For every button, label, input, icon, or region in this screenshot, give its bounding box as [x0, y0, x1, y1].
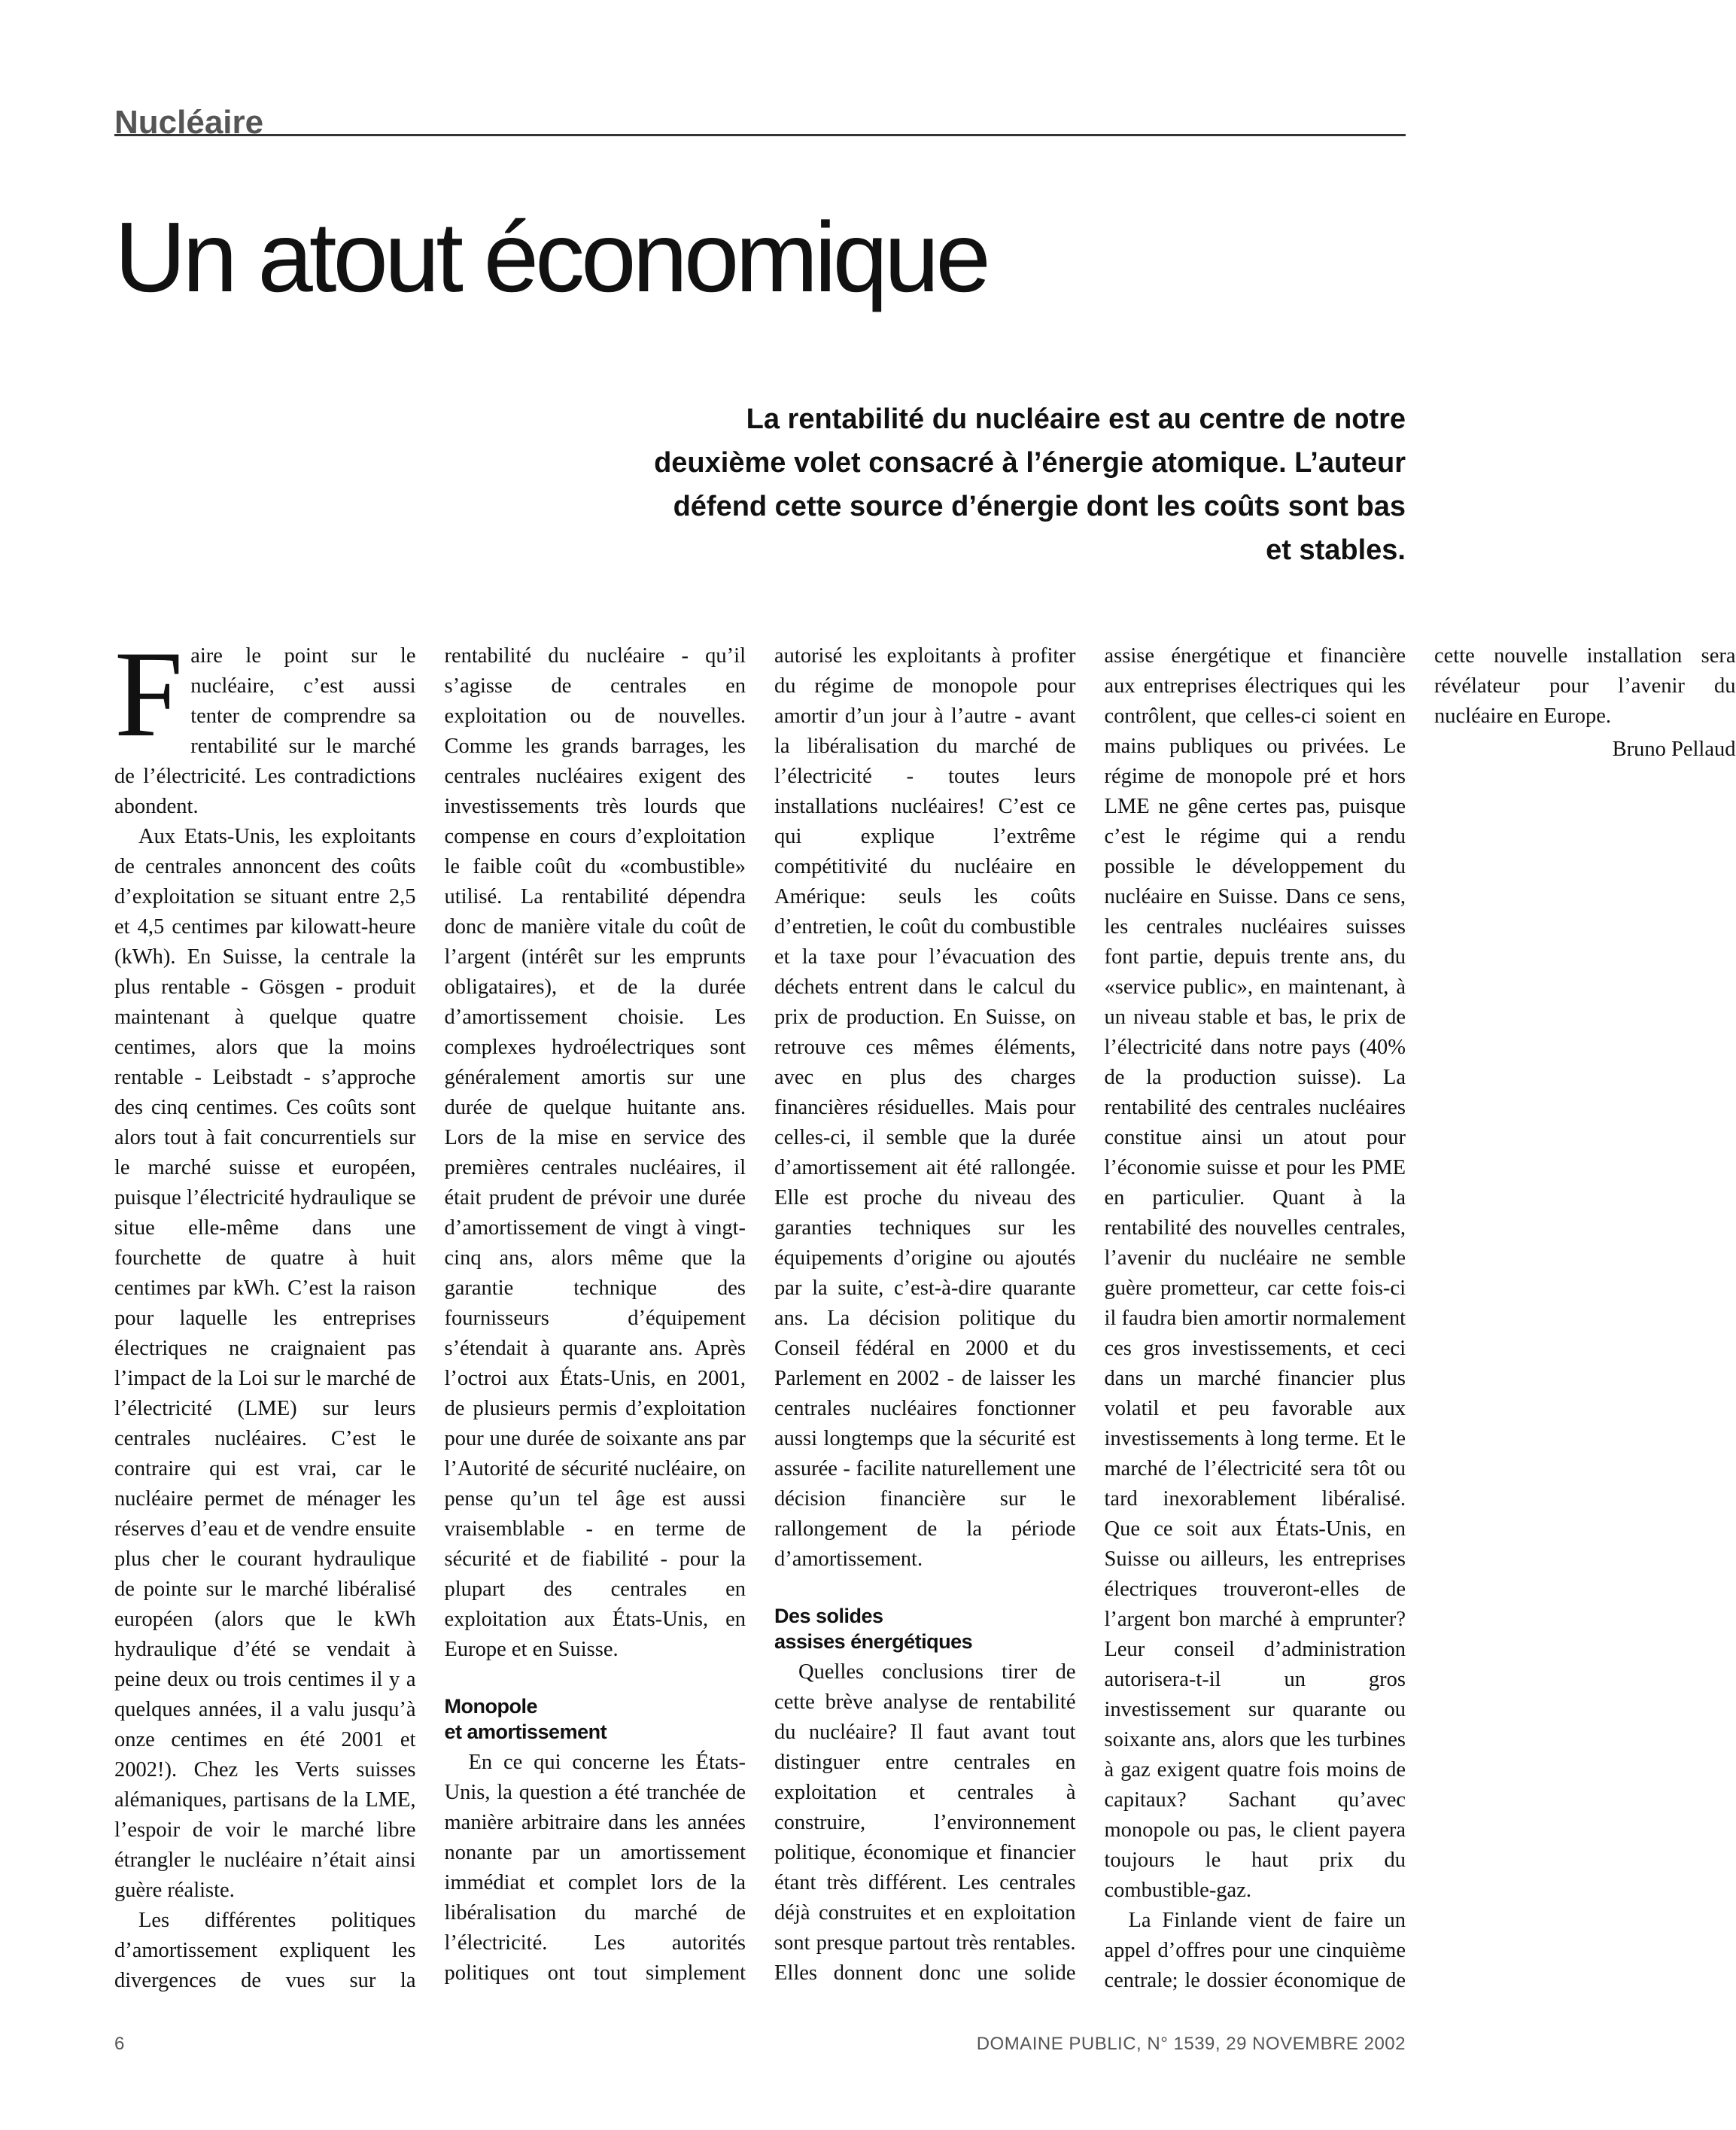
section-heading — [445, 1693, 746, 1745]
author-signature: Bruno Pellaud — [1612, 738, 1736, 761]
article-paragraph: La Finlande vient de faire un appel d’offres pour une cinquième centrale; le dossier économique de cette nouvelle installation sera révélateur pour l’avenir du nucléaire en Europe. — [1104, 644, 1736, 1992]
article-headline: Un atout économique — [114, 202, 987, 312]
section-heading-line: Monopole — [444, 1695, 537, 1718]
drop-cap: F — [114, 626, 184, 762]
page-number: 6 — [114, 2034, 125, 2054]
article-lede: La rentabilité du nucléaire est au centre de notre deuxième volet consacré à l’énergie atomique. L’auteur défend cette source d’énergie dont les coûts sont bas et stables. — [654, 403, 1406, 566]
section-rubric-label: Nucléaire — [114, 104, 264, 141]
article-paragraph: Quelles conclusions tirer de cette brève analyse de rentabilité du nucléaire? Il faut avant tout distinguer entre centrales en exploitation et centrales à construire, l’environnement politique, économique et financier étant très différent. Les centrales déjà construites et en exploitation sont presque partout très rentables. Elles donnent donc une solide assise énergétique et financière aux entreprises électriques qui les contrôlent, que celles-ci soient en mains publiques ou privées. Le régime de monopole pré et hors LME ne gêne certes pas, puisque c’est le régime qui a rendu possible le développement du nucléaire en Suisse. Dans ce sens, les centrales nucléaires suisses font partie, depuis trente ans, du «service public», en maintenant, à un niveau stable et bas, le prix de l’électricité dans notre pays (40% de la production suisse). La rentabilité des centrales nucléaires constitue ainsi un atout pour l’économie suisse et pour les PME en particulier. Quant à la rentabilité des nouvelles centrales, l’avenir du nucléaire ne semble guère prometteur, car cette fois-ci il faudra bien amortir normalement ces gros investissements, et ceci dans un marché financier plus volatil et peu favorable aux investissements à long terme. Et le marché de l’électricité sera tôt ou tard inexorablement libéralisé. Que ce soit aux États-Unis, en Suisse ou ailleurs, les entreprises électriques trouveront-elles de l’argent bon marché à emprunter? Leur conseil d’administration autorisera-t-il un gros investissement sur quarante ou soixante ans, alors que les turbines à gaz exigent quatre fois moins de capitaux? Sachant qu’avec monopole ou pas, le client payera toujours le haut prix du combustible-gaz. — [774, 644, 1406, 1985]
article-paragraph: En ce qui concerne les États-Unis, la question a été tranchée de manière arbitraire dans les années nonante par un amortissement immédiat et complet lors de la libéralisation du marché de l’électricité. Les autorités politiques ont tout simplement autorisé les exploitants à profiter du régime de monopole pour amortir d’un jour à l’autre - avant la libéralisation du marché de l’électricité - toutes leurs installations nucléaires! C’est ce qui explique l’extrême compétitivité du nucléaire en Amérique: seuls les coûts d’entretien, le coût du combustible et la taxe pour l’évacuation des déchets entrent dans le calcul du prix de production. En Suisse, on retrouve ces mêmes éléments, avec en plus des charges financières résiduelles. Mais pour celles-ci, il semble que la durée d’amortissement ait été rallongée. Elle est proche du niveau des garanties techniques sur les équipements d’origine ou ajoutés par la suite, c’est-à-dire quarante ans. La décision politique du Conseil fédéral en 2000 et du Parlement en 2002 - de laisser les centrales nucléaires fonctionner aussi longtemps que la sécurité est assurée - facilite naturellement une décision financière sur le rallongement de la période d’amortissement. — [444, 644, 1076, 1985]
section-heading-line: Des solides — [774, 1605, 883, 1627]
section-heading-line: assises énergétiques — [774, 1630, 973, 1653]
article-body — [114, 626, 1736, 1996]
article-paragraph-text: aire le point sur le nucléaire, c’est aussi tenter de comprendre sa rentabilité sur le marché de l’électricité. Les contradictions abondent. — [114, 644, 416, 818]
section-rubric — [114, 96, 1406, 141]
section-heading-line: et amortissement — [444, 1721, 607, 1743]
article-paragraph — [114, 626, 416, 822]
publication-footer: DOMAINE PUBLIC, N° 1539, 29 NOVEMBRE 2002 — [976, 2034, 1406, 2054]
section-heading — [774, 1603, 1076, 1654]
article-paragraph: Aux Etats-Unis, les exploitants de centrales annoncent des coûts d’exploitation se situant entre 2,5 et 4,5 centimes par kilowatt-heure (kWh). En Suisse, la centrale la plus rentable - Gösgen - produit maintenant à quelque quatre centimes, alors que la moins rentable - Leibstadt - s’approche des cinq centimes. Ces coûts sont alors tout à fait concurrentiels sur le marché suisse et européen, puisque l’électricité hydraulique se situe elle-même dans une fourchette de quatre à huit centimes par kWh. C’est la raison pour laquelle les entreprises électriques ne craignaient pas l’impact de la Loi sur le marché de l’électricité (LME) sur leurs centrales nucléaires. C’est le contraire qui est vrai, car le nucléaire permet de ménager les réserves d’eau et de vendre ensuite plus cher le courant hydraulique de pointe sur le marché libéralisé européen (alors que le kWh hydraulique d’été se vendait à peine deux ou trois centimes il y a quelques années, il a valu jusqu’à onze centimes en été 2001 et 2002!). Chez les Verts suisses alémaniques, partisans de la LME, l’espoir de voir le marché libre étrangler le nucléaire n’était ainsi guère réaliste. — [114, 825, 416, 1902]
article-paragraph: Les différentes politiques d’amortissement expliquent les divergences de vues sur la rentabilité du nucléaire - qu’il s’agisse de centrales en exploitation ou de nouvelles. Comme les grands barrages, les centrales nucléaires exigent des investissements très lourds que compense en cours d’exploitation le faible coût du «combustible» utilisé. La rentabilité dépendra donc de manière vitale du coût de l’argent (intérêt sur les emprunts obligataires), et de la durée d’amortissement choisie. Les complexes hydroélectriques sont généralement amortis sur une durée de quelque huitante ans. Lors de la mise en service des premières centrales nucléaires, il était prudent de prévoir une durée d’amortissement de vingt à vingt-cinq ans, alors même que la garantie technique des fournisseurs d’équipement s’étendait à quarante ans. Après l’octroi aux États-Unis, en 2001, de plusieurs permis d’exploitation pour une durée de soixante ans par l’Autorité de sécurité nucléaire, on pense qu’un tel âge est aussi vraisemblable - en terme de sécurité et de fiabilité - pour la plupart des centrales en exploitation aux États-Unis, en Europe et en Suisse. — [114, 644, 746, 1992]
